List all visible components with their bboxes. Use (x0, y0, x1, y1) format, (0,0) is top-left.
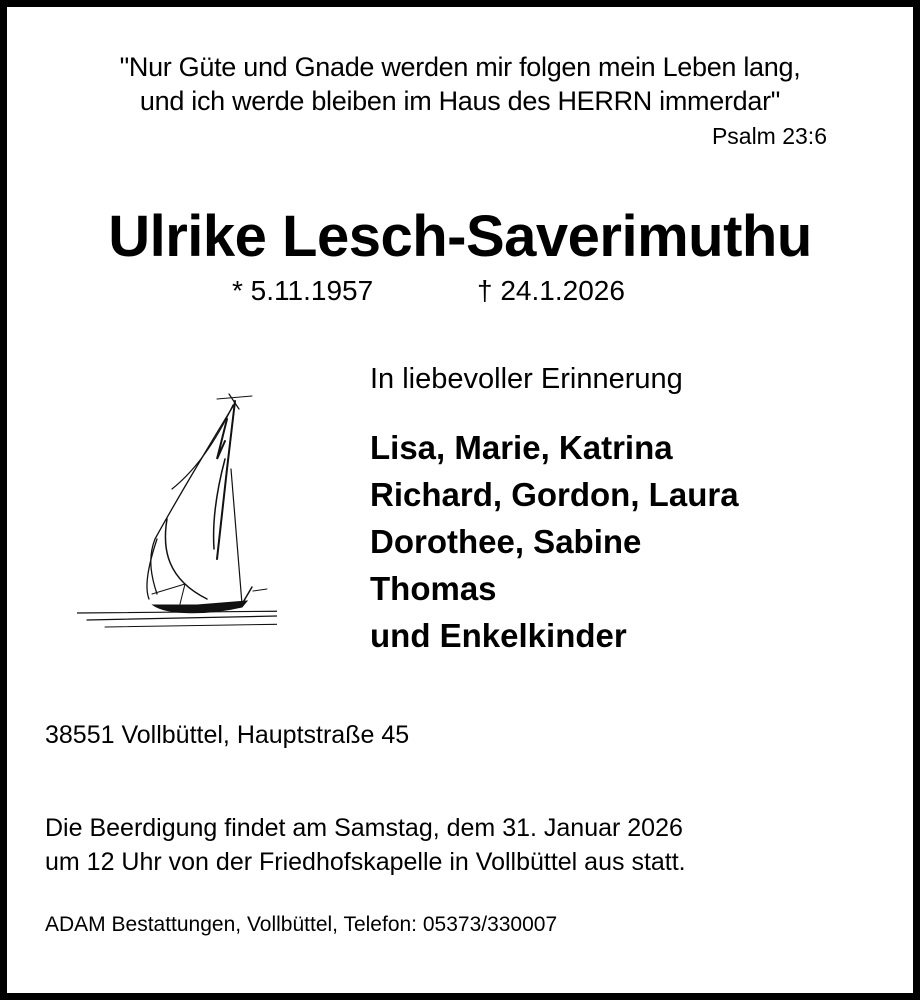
mourner-line: Dorothee, Sabine (370, 523, 642, 560)
mourner-line: Richard, Gordon, Laura (370, 476, 739, 513)
mourner-line: und Enkelkinder (370, 617, 627, 654)
sailboat-icon (77, 379, 277, 629)
obituary-notice (7, 7, 913, 993)
funeral-line-2: um 12 Uhr von der Friedhofskapelle in Vollbüttel aus statt. (45, 848, 686, 876)
bible-quote (7, 50, 913, 118)
death-date: † 24.1.2026 (477, 275, 625, 306)
funeral-details (45, 811, 686, 879)
mourner-line: Lisa, Marie, Katrina (370, 429, 673, 466)
birth-date: * 5.11.1957 (232, 275, 374, 306)
mourners-list (370, 424, 739, 659)
quote-line-2: und ich werde bleiben im Haus des HERRN immerdar" (139, 86, 781, 116)
quote-line-1: "Nur Güte und Gnade werden mir folgen mein Leben lang, (119, 52, 801, 82)
mourner-line: Thomas (370, 570, 497, 607)
memory-heading: In liebevoller Erinnerung (370, 363, 683, 395)
deceased-name: Ulrike Lesch-Saverimuthu (108, 204, 812, 269)
undertaker-info: ADAM Bestattungen, Vollbüttel, Telefon: 05373/330007 (45, 913, 558, 936)
quote-source: Psalm 23:6 (711, 123, 827, 149)
funeral-line-1: Die Beerdigung findet am Samstag, dem 31. Januar 2026 (45, 814, 683, 842)
address: 38551 Vollbüttel, Hauptstraße 45 (45, 721, 410, 749)
